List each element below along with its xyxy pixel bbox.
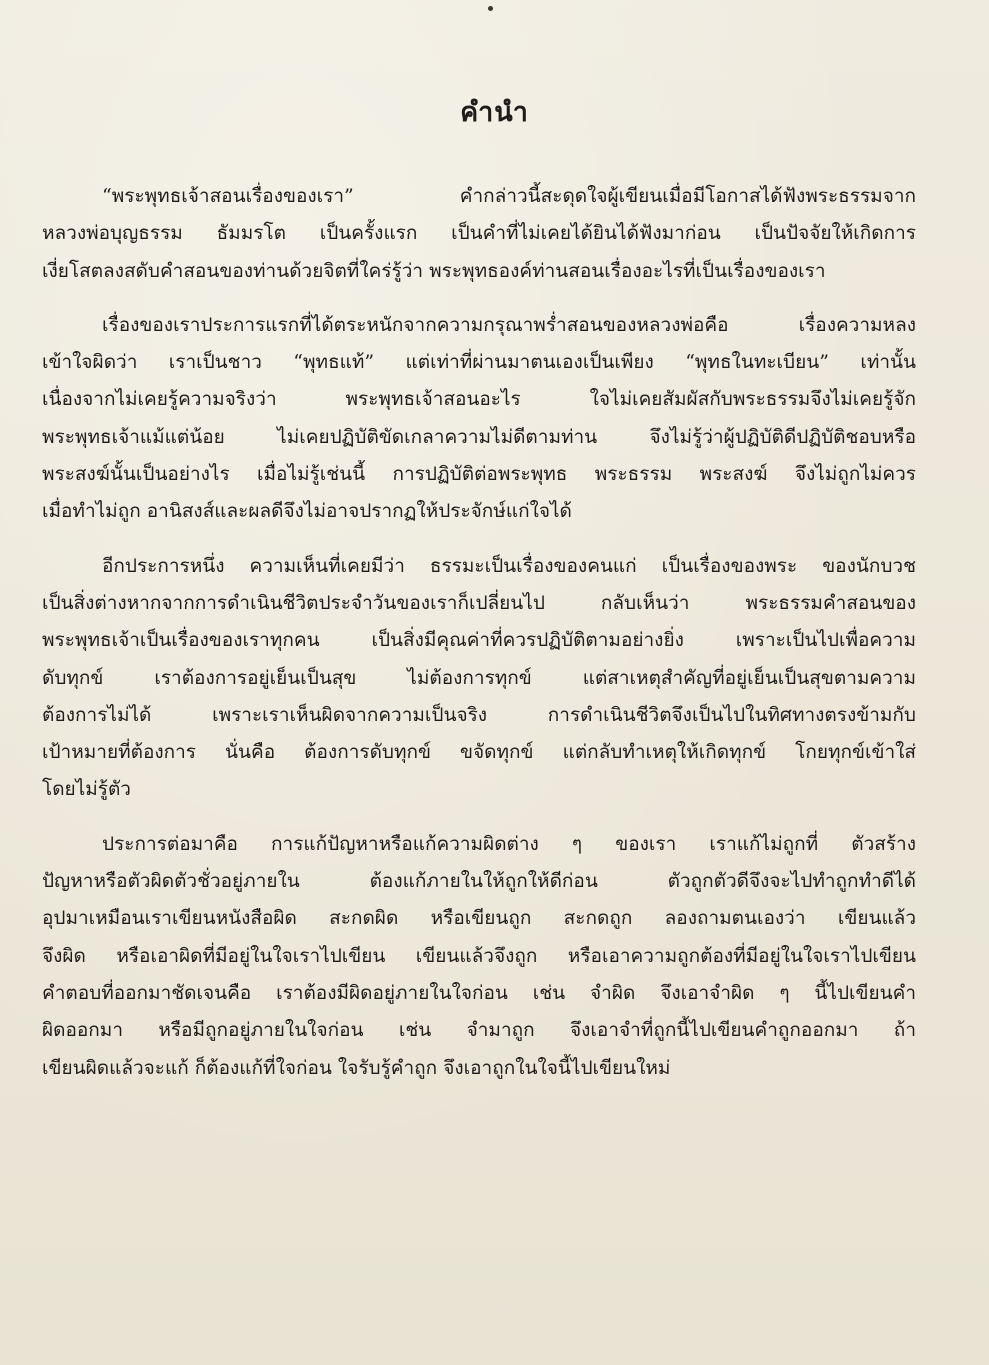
text-line: ปัญหาหรือตัวผิดตัวชั่วอยู่ภายใน ต้องแก้ภายในให้ถูกให้ดีก่อน ตัวถูกตัวดีจึงจะไปทำถูกทำดีได้ <box>42 870 916 893</box>
text-line: ประการต่อมาคือ การแก้ปัญหาหรือแก้ความผิดต่าง ๆ ของเรา เราแก้ไม่ถูกที่ ตัวสร้าง <box>102 832 916 855</box>
paragraph <box>42 826 916 1087</box>
text-line: อีกประการหนึ่ง ความเห็นที่เคยมีว่า ธรรมะเป็นเรื่องของคนแก่ เป็นเรื่องของพระ ของนักบวช <box>102 554 916 577</box>
page-body <box>42 178 916 1104</box>
paragraph <box>42 178 916 290</box>
text-line: เรื่องของเราประการแรกที่ได้ตระหนักจากความกรุณาพร่ำสอนของหลวงพ่อคือ เรื่องความหลง <box>102 313 916 336</box>
text-line: จึงผิด หรือเอาผิดที่มีอยู่ในใจเราไปเขียน เขียนแล้วจึงถูก หรือเอาความถูกต้องที่มีอยู่ในใจเราไปเขียน <box>42 944 916 967</box>
paragraph <box>42 307 916 531</box>
text-line: พระสงฆ์นั้นเป็นอย่างไร เมื่อไม่รู้เช่นนี้ การปฏิบัติต่อพระพุทธ พระธรรม พระสงฆ์ จึงไม่ถูกไม่ควร <box>42 463 916 486</box>
text-line: พระพุทธเจ้าแม้แต่น้อย ไม่เคยปฏิบัติขัดเกลาความไม่ดีตามท่าน จึงไม่รู้ว่าผู้ปฏิบัติดีปฏิบัติชอบหรือ <box>42 425 916 448</box>
text-line: “พระพุทธเจ้าสอนเรื่องของเรา” คำกล่าวนี้สะดุดใจผู้เขียนเมื่อมีโอกาสได้ฟังพระธรรมจาก <box>102 185 916 207</box>
page-dot-mark <box>488 6 493 11</box>
text-line: โดยไม่รู้ตัว <box>42 778 131 801</box>
text-line: อุปมาเหมือนเราเขียนหนังสือผิด สะกดผิด หรือเขียนถูก สะกดถูก ลองถามตนเองว่า เขียนแล้ว <box>42 907 916 930</box>
text-line: เมื่อทำไม่ถูก อานิสงส์และผลดีจึงไม่อาจปรากฏให้ประจักษ์แก่ใจได้ <box>42 500 572 523</box>
text-line: เป็นสิ่งต่างหากจากการดำเนินชีวิตประจำวันของเราก็เปลี่ยนไป กลับเห็นว่า พระธรรมคำสอนของ <box>42 591 916 614</box>
page-title: คำนำ <box>460 97 529 128</box>
text-line: ผิดออกมา หรือมีถูกอยู่ภายในใจก่อน เช่น จำมาถูก จึงเอาจำที่ถูกนี้ไปเขียนคำถูกออกมา ถ้า <box>42 1019 916 1042</box>
text-line: เข้าใจผิดว่า เราเป็นชาว “พุทธแท้” แต่เท่าที่ผ่านมาตนเองเป็นเพียง “พุทธในทะเบียน” เท่านั้น <box>42 351 916 374</box>
paragraph <box>42 548 916 809</box>
text-line: หลวงพ่อบุญธรรม ธัมมรโต เป็นครั้งแรก เป็นคำที่ไม่เคยได้ยินได้ฟังมาก่อน เป็นปัจจัยให้เกิดการ <box>42 222 916 245</box>
text-line: เป้าหมายที่ต้องการ นั่นคือ ต้องการดับทุกข์ ขจัดทุกข์ แต่กลับทำเหตุให้เกิดทุกข์ โกยทุกข์เข้าใส่ <box>42 741 916 764</box>
text-line: เนื่องจากไม่เคยรู้ความจริงว่า พระพุทธเจ้าสอนอะไร ใจไม่เคยสัมผัสกับพระธรรมจึงไม่เคยรู้จัก <box>42 388 916 411</box>
text-line: เงี่ยโสตลงสดับคำสอนของท่านด้วยจิตที่ใคร่รู้ว่า พระพุทธองค์ท่านสอนเรื่องอะไรที่เป็นเรื่องของเรา <box>42 259 826 282</box>
text-line: เขียนผิดแล้วจะแก้ ก็ต้องแก้ที่ใจก่อน ใจรับรู้คำถูก จึงเอาถูกในใจนี้ไปเขียนใหม่ <box>42 1056 671 1079</box>
text-line: คำตอบที่ออกมาชัดเจนคือ เราต้องมีผิดอยู่ภายในใจก่อน เช่น จำผิด จึงเอาจำผิด ๆ นี้ไปเขียนคำ <box>42 981 916 1004</box>
text-line: ต้องการไม่ได้ เพราะเราเห็นผิดจากความเป็นจริง การดำเนินชีวิตจึงเป็นไปในทิศทางตรงข้ามกับ <box>42 703 916 726</box>
text-line: ดับทุกข์ เราต้องการอยู่เย็นเป็นสุข ไม่ต้องการทุกข์ แต่สาเหตุสำคัญที่อยู่เย็นเป็นสุขตามความ <box>42 666 916 689</box>
text-line: พระพุทธเจ้าเป็นเรื่องของเราทุกคน เป็นสิ่งมีคุณค่าที่ควรปฏิบัติตามอย่างยิ่ง เพราะเป็นไปเพื่อความ <box>42 629 916 652</box>
